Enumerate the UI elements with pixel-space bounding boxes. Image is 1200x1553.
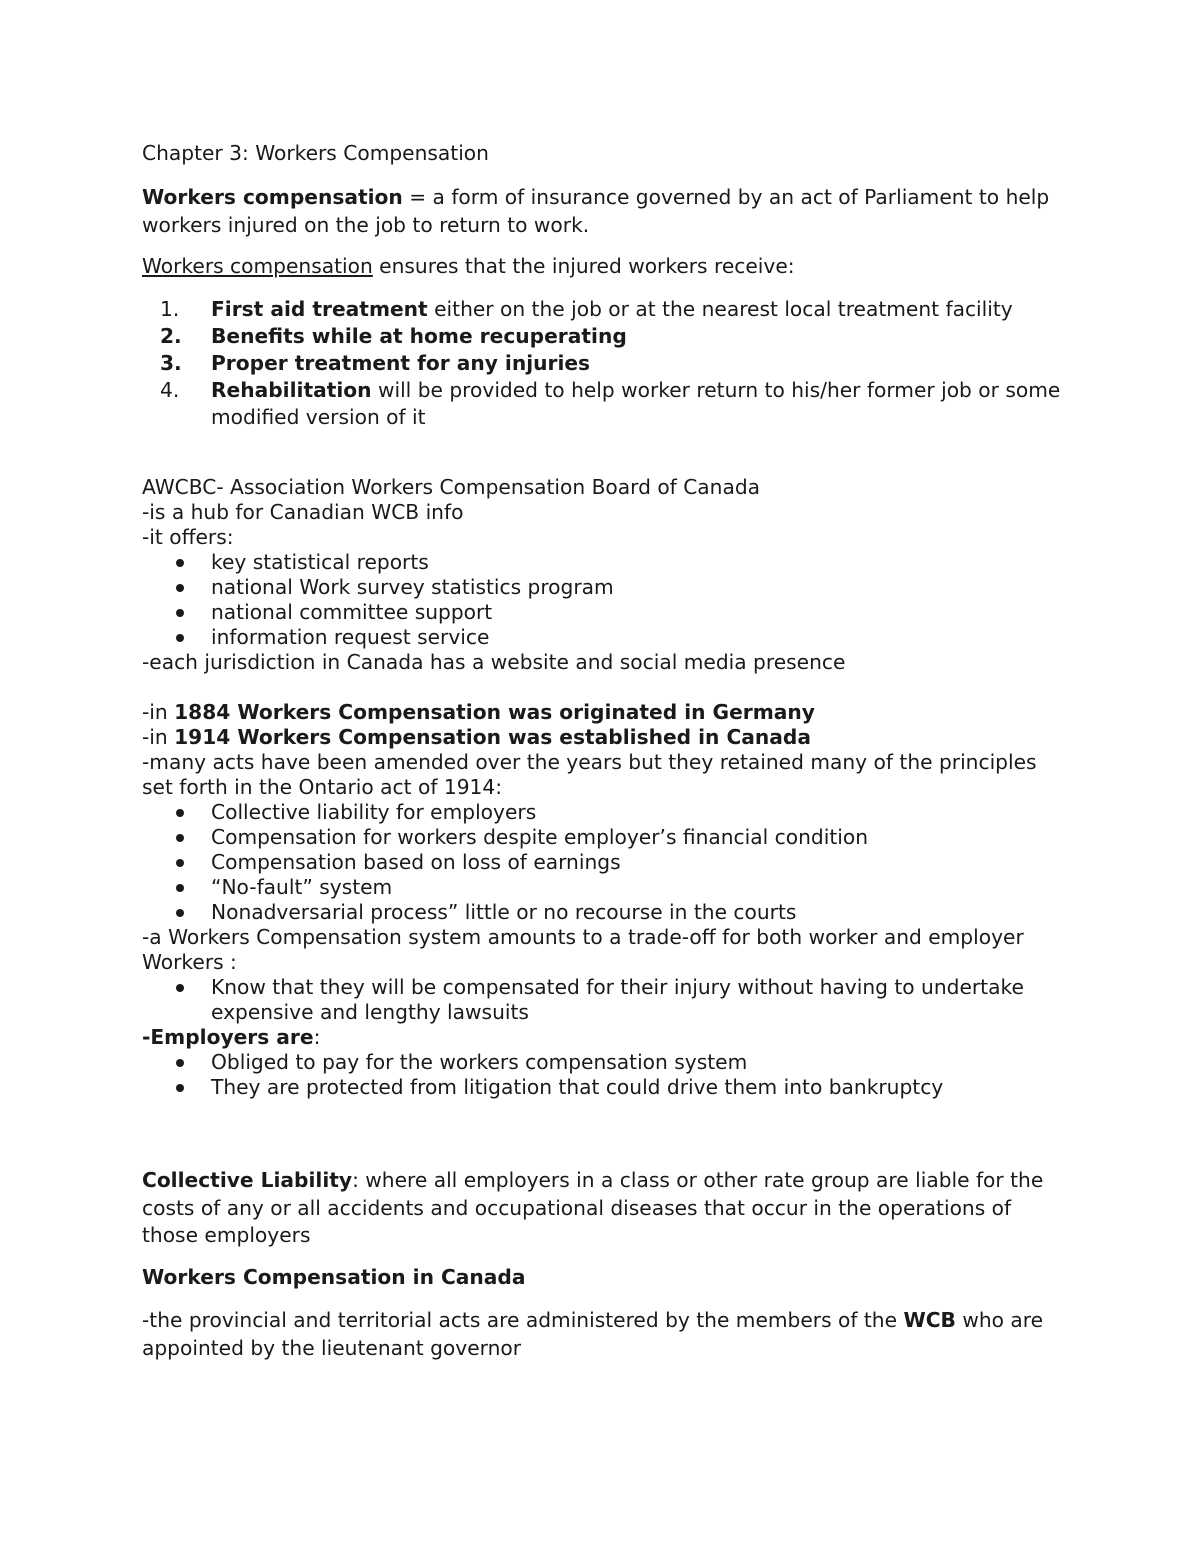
- history-line: [142, 725, 1072, 750]
- list-item: [142, 296, 1072, 323]
- list-item: [142, 625, 1072, 650]
- final-text-post: who are appointed by the lieutenant governor: [142, 1308, 1044, 1360]
- list-item-text: Know that they will be compensated for their injury without having to undertake expensive and lengthy lawsuits: [211, 975, 1024, 1024]
- awcbc-line: AWCBC- Association Workers Compensation Board of Canada: [142, 475, 761, 499]
- list-item: [142, 550, 1072, 575]
- list-item-bold: Proper treatment for any injuries: [211, 351, 591, 375]
- workers-label: Workers :: [142, 950, 237, 974]
- list-item: [142, 825, 1072, 850]
- awcbc-offers-list: [142, 550, 1072, 650]
- history-line: [142, 700, 1072, 725]
- final-paragraph: [142, 1307, 1072, 1362]
- list-number: 1.: [160, 297, 180, 321]
- list-item-text: key statistical reports: [211, 550, 429, 574]
- list-item: [142, 377, 1072, 431]
- bullet-icon: [176, 809, 184, 817]
- list-item-text: “No-fault” system: [211, 875, 393, 899]
- list-item-text: Nonadversarial process” little or no recourse in the courts: [211, 900, 797, 924]
- list-item-text: national committee support: [211, 600, 493, 624]
- history-block: [142, 700, 1072, 1100]
- list-number: 4.: [160, 378, 180, 402]
- history-prefix: -in: [142, 700, 175, 724]
- bullet-icon: [176, 1059, 184, 1067]
- bullet-icon: [176, 1084, 184, 1092]
- ensures-text: ensures that the injured workers receive:: [372, 254, 795, 278]
- list-item-text: Compensation for workers despite employer’s financial condition: [211, 825, 869, 849]
- final-text-pre: -the provincial and territorial acts are administered by the members of the: [142, 1308, 904, 1332]
- list-item: [142, 323, 1072, 350]
- chapter-title: Chapter 3: Workers Compensation: [142, 141, 489, 165]
- collective-liability-term: Collective Liability: [142, 1168, 353, 1192]
- list-item-text: They are protected from litigation that could drive them into bankruptcy: [211, 1075, 944, 1099]
- list-number: 3.: [160, 351, 182, 375]
- history-line: -a Workers Compensation system amounts to a trade-off for both worker and employer: [142, 925, 1024, 949]
- bullet-icon: [176, 884, 184, 892]
- benefits-list-block: [142, 296, 1072, 431]
- definition-paragraph: [142, 183, 1072, 239]
- benefits-list: [142, 296, 1072, 431]
- principles-list: [142, 800, 1072, 925]
- employers-colon: :: [313, 1025, 321, 1049]
- list-item: [142, 800, 1072, 825]
- list-item: [142, 1075, 1072, 1100]
- definition-term: Workers compensation: [142, 185, 403, 209]
- list-item: [142, 850, 1072, 875]
- list-item: [142, 900, 1072, 925]
- history-bold: 1884 Workers Compensation was originated in Germany: [174, 700, 815, 724]
- list-item: [142, 1050, 1072, 1075]
- section-heading: Workers Compensation in Canada: [142, 1265, 526, 1289]
- bullet-icon: [176, 909, 184, 917]
- ensures-paragraph: [142, 254, 1072, 279]
- list-number: 2.: [160, 324, 182, 348]
- list-item-text: Collective liability for employers: [211, 800, 537, 824]
- bullet-icon: [176, 634, 184, 642]
- bullet-icon: [176, 584, 184, 592]
- list-item-bold: First aid treatment: [211, 297, 428, 321]
- awcbc-line: -is a hub for Canadian WCB info: [142, 500, 464, 524]
- collective-liability-paragraph: [142, 1167, 1072, 1250]
- ensures-underlined: Workers compensation: [142, 254, 373, 278]
- definition-text: = a form of insurance governed by an act of Parliament to help workers injured on the job to return to work.: [142, 185, 1050, 237]
- list-item-text: will be provided to help worker return to his/her former job or some modified version of it: [211, 378, 1061, 429]
- employers-label: [142, 1025, 1072, 1050]
- list-item-text: either on the job or at the nearest local treatment facility: [427, 297, 1013, 321]
- bullet-icon: [176, 559, 184, 567]
- list-item-text: information request service: [211, 625, 490, 649]
- final-text-bold: WCB: [903, 1308, 956, 1332]
- awcbc-line: -it offers:: [142, 525, 234, 549]
- bullet-icon: [176, 834, 184, 842]
- awcbc-block: [142, 475, 1072, 675]
- awcbc-line: -each jurisdiction in Canada has a website and social media presence: [142, 650, 846, 674]
- list-item: [142, 350, 1072, 377]
- employers-list: [142, 1050, 1072, 1100]
- history-prefix: -in: [142, 725, 175, 749]
- list-item: [142, 600, 1072, 625]
- list-item-bold: Rehabilitation: [211, 378, 372, 402]
- list-item: [142, 875, 1072, 900]
- list-item-text: national Work survey statistics program: [211, 575, 614, 599]
- list-item-text: Compensation based on loss of earnings: [211, 850, 621, 874]
- collective-liability-text: : where all employers in a class or other rate group are liable for the costs of any or all accidents and occupational diseases that occur in the operations of those employers: [142, 1168, 1044, 1247]
- bullet-icon: [176, 609, 184, 617]
- bullet-icon: [176, 984, 184, 992]
- history-bold: 1914 Workers Compensation was established in Canada: [174, 725, 811, 749]
- list-item: [142, 975, 1072, 1025]
- history-line: -many acts have been amended over the years but they retained many of the principles set forth in the Ontario act of 1914:: [142, 750, 1037, 799]
- bullet-icon: [176, 859, 184, 867]
- list-item-text: Obliged to pay for the workers compensation system: [211, 1050, 748, 1074]
- list-item: [142, 575, 1072, 600]
- employers-bold: -Employers are: [142, 1025, 314, 1049]
- list-item-bold: Benefits while at home recuperating: [211, 324, 627, 348]
- workers-list: [142, 975, 1072, 1025]
